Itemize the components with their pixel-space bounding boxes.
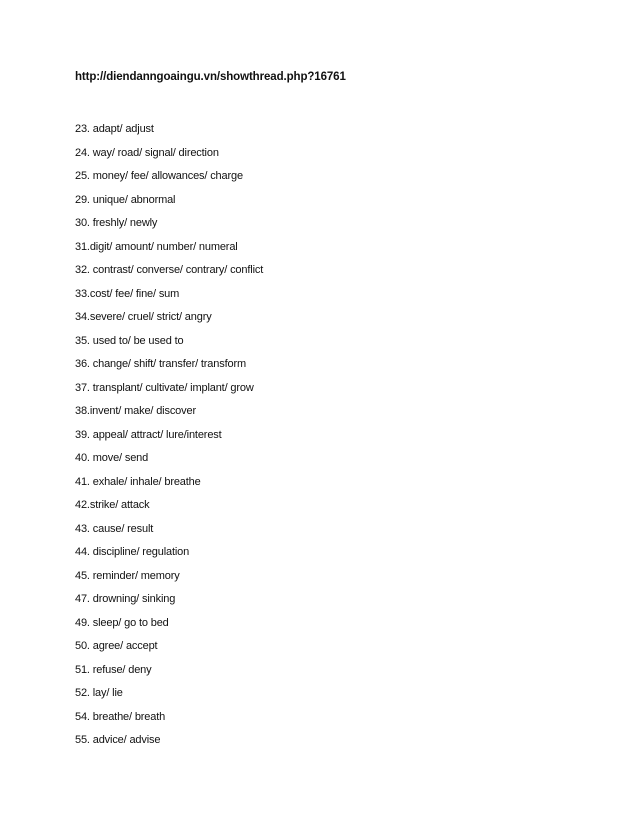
word-list	[75, 121, 263, 756]
list-item: 38.invent/ make/ discover	[75, 405, 196, 417]
list-item: 37. transplant/ cultivate/ implant/ grow	[75, 381, 254, 394]
list-item: 45. reminder/ memory	[75, 569, 180, 582]
list-item: 52. lay/ lie	[75, 687, 123, 699]
list-item: 23. adapt/ adjust	[75, 123, 154, 135]
list-item: 29. unique/ abnormal	[75, 193, 176, 206]
list-item: 34.severe/ cruel/ strict/ angry	[75, 311, 212, 323]
list-item: 47. drowning/ sinking	[75, 593, 176, 605]
list-item: 54. breathe/ breath	[75, 710, 166, 723]
list-item: 32. contrast/ converse/ contrary/ conflict	[75, 264, 264, 276]
list-item: 50. agree/ accept	[75, 640, 158, 652]
list-item: 40. move/ send	[75, 452, 149, 464]
list-item: 43. cause/ result	[75, 522, 154, 535]
list-item: 25. money/ fee/ allowances/ charge	[75, 170, 243, 182]
list-item: 41. exhale/ inhale/ breathe	[75, 475, 201, 488]
list-item: 49. sleep/ go to bed	[75, 616, 169, 629]
list-item: 36. change/ shift/ transfer/ transform	[75, 358, 246, 370]
list-item: 39. appeal/ attract/ lure/interest	[75, 428, 222, 441]
list-item: 30. freshly/ newly	[75, 217, 158, 229]
list-item: 51. refuse/ deny	[75, 663, 152, 676]
list-item: 42.strike/ attack	[75, 499, 150, 511]
list-item: 31.digit/ amount/ number/ numeral	[75, 240, 238, 253]
source-url: http://diendanngoaingu.vn/showthread.php?16761	[75, 71, 346, 83]
list-item: 35. used to/ be used to	[75, 334, 184, 347]
list-item: 55. advice/ advise	[75, 734, 161, 746]
list-item: 44. discipline/ regulation	[75, 546, 190, 558]
list-item: 33.cost/ fee/ fine/ sum	[75, 287, 180, 300]
list-item: 24. way/ road/ signal/ direction	[75, 146, 219, 159]
